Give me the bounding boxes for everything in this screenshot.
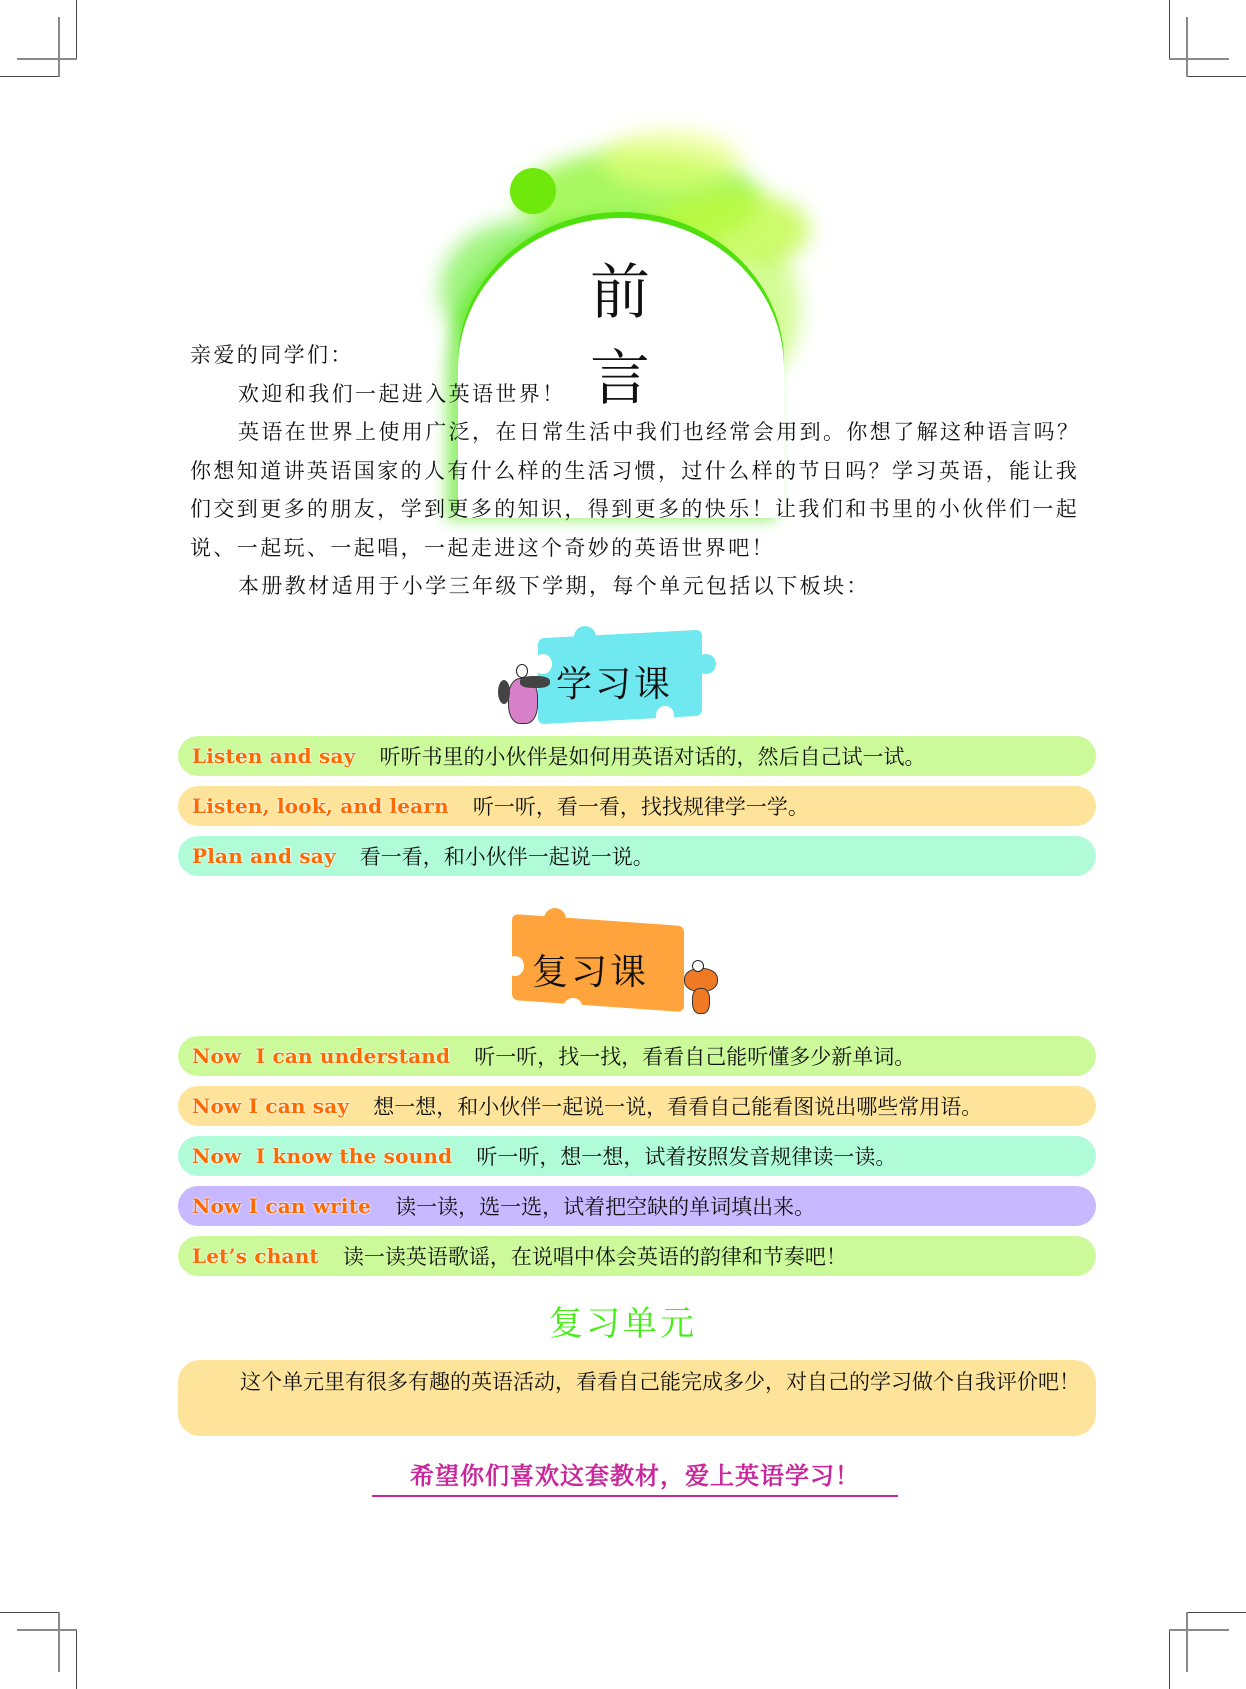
- section-row: [178, 786, 1096, 826]
- row-english-label: Plan and say: [192, 844, 336, 868]
- row-english-label: Let’s chant: [192, 1244, 319, 1268]
- intro-paragraph: 英语在世界上使用广泛，在日常生活中我们也经常会用到。你想了解这种语言吗？你想知道讲英语国家的人有什么样的生活习惯，过什么样的节日吗？学习英语，能让我们交到更多的朋友，学到更多的知识，得到更多的快乐！让我们和书里的小伙伴们一起说、一起玩、一起唱，一起走进这个奇妙的英语世界吧！: [190, 420, 1081, 560]
- row-description: 听一听，看一看，找找规律学一学。: [472, 795, 809, 819]
- row-description: 听一听，找一找，看看自己能听懂多少新单词。: [474, 1045, 916, 1069]
- row-english-label: Listen, look, and learn: [192, 794, 449, 818]
- section-row: [178, 1136, 1096, 1176]
- review-unit-heading: 复习单元: [549, 1304, 697, 1344]
- row-description: 听听书里的小伙伴是如何用英语对话的，然后自己试一试。: [379, 745, 926, 769]
- row-description: 听一听，想一想，试着按照发音规律读一读。: [476, 1145, 897, 1169]
- row-english-label: Now I can say: [192, 1094, 350, 1118]
- intro-text: [190, 336, 1090, 606]
- section-row: [178, 1236, 1096, 1276]
- row-english-label: Now I can write: [192, 1194, 372, 1218]
- row-english-label: Now I can understand: [192, 1044, 451, 1068]
- study-lesson-label: 学习课: [556, 664, 674, 705]
- row-description: 看一看，和小伙伴一起说一说。: [359, 845, 654, 869]
- cat-mascot-icon: [676, 952, 724, 1014]
- intro-paragraph: 本册教材适用于小学三年级下学期，每个单元包括以下板块：: [238, 574, 870, 598]
- section-row: [178, 1186, 1096, 1226]
- section-row: [178, 1036, 1096, 1076]
- row-description: 读一读，选一选，试着把空缺的单词填出来。: [395, 1195, 816, 1219]
- review-unit-box: [178, 1360, 1096, 1436]
- review-lesson-badge: [500, 900, 740, 1020]
- section-row: [178, 1086, 1096, 1126]
- review-lesson-label: 复习课: [532, 952, 650, 993]
- row-english-label: Listen and say: [192, 744, 356, 768]
- row-description: 读一读英语歌谣，在说唱中体会英语的韵律和节奏吧！: [342, 1245, 847, 1269]
- intro-paragraph: 欢迎和我们一起进入英语世界！: [238, 381, 566, 406]
- page-title: 前 言: [590, 258, 708, 414]
- section-row: [178, 736, 1096, 776]
- study-lesson-badge: [490, 620, 720, 730]
- row-description: 想一想，和小伙伴一起说一说，看看自己能看图说出哪些常用语。: [373, 1095, 983, 1119]
- closing-message: 希望你们喜欢这套教材，爱上英语学习！: [372, 1456, 898, 1497]
- review-unit-text: 这个单元里有很多有趣的英语活动，看看自己能完成多少，对自己的学习做个自我评价吧！: [240, 1370, 1080, 1394]
- row-english-label: Now I know the sound: [192, 1144, 453, 1168]
- dog-mascot-icon: [498, 658, 546, 724]
- section-row: [178, 836, 1096, 876]
- greeting: 亲爱的同学们：: [190, 343, 354, 367]
